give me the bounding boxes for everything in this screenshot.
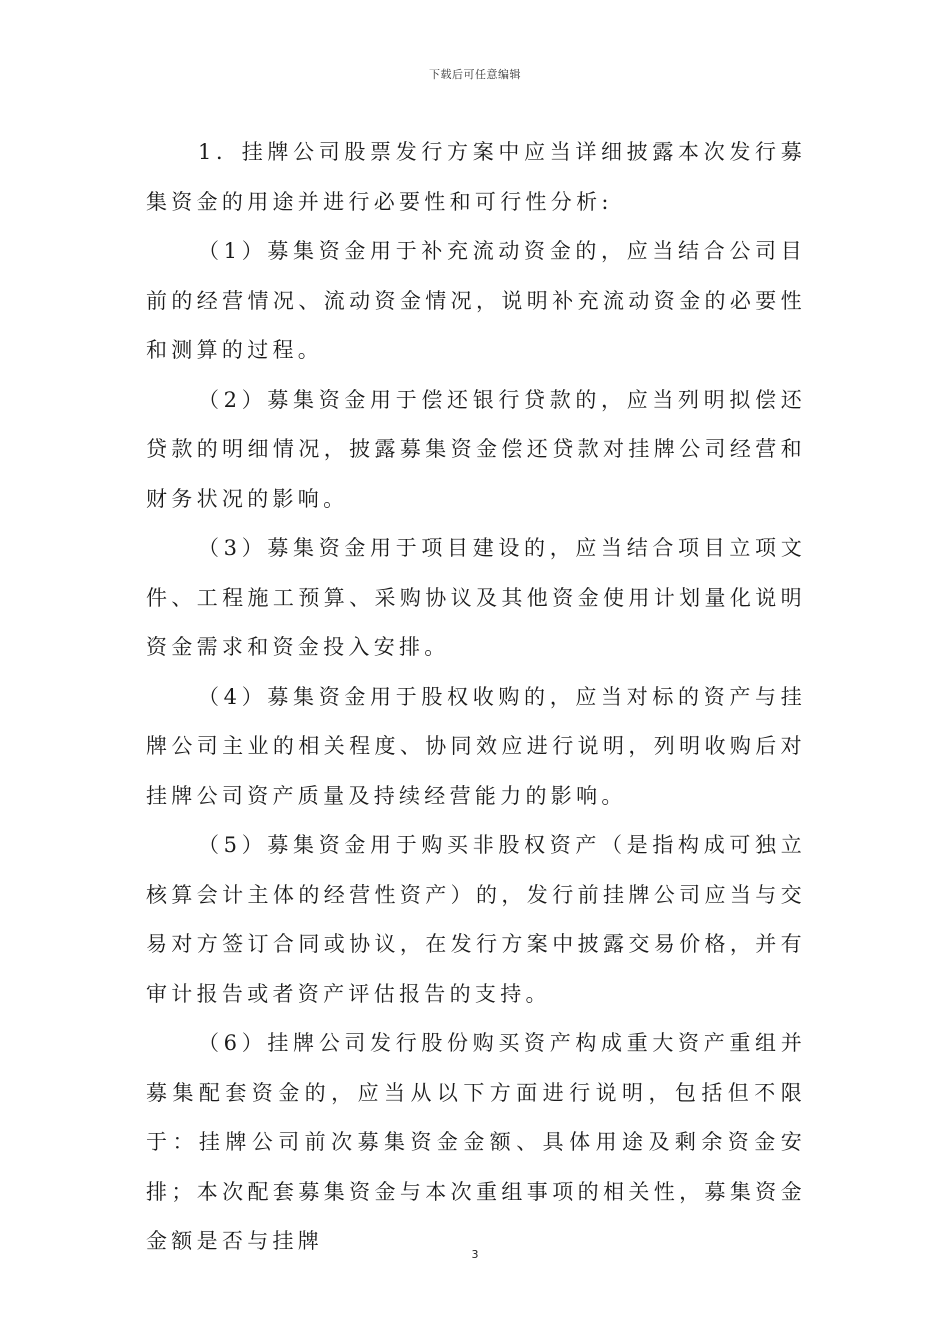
document-body (146, 128, 806, 1267)
paragraph-5: （4）募集资金用于股权收购的，应当对标的资产与挂牌公司主业的相关程度、协同效应进行说明，列明收购后对挂牌公司资产质量及持续经营能力的影响。 (146, 684, 806, 808)
paragraph-4: （3）募集资金用于项目建设的，应当结合项目立项文件、工程施工预算、采购协议及其他资金使用计划量化说明资金需求和资金投入安排。 (146, 536, 806, 659)
paragraph-3: （2）募集资金用于偿还银行贷款的，应当列明拟偿还贷款的明细情况，披露募集资金偿还贷款对挂牌公司经营和财务状况的影响。 (146, 387, 806, 511)
paragraph-7: （6）挂牌公司发行股份购买资产构成重大资产重组并募集配套资金的，应当从以下方面进行说明，包括但不限于：挂牌公司前次募集资金金额、具体用途及剩余资金安排；本次配套募集资金与本次重组事项的相关性，募集资金金额是否与挂牌 (146, 1031, 806, 1253)
page-header: 下载后可任意编辑 (429, 68, 521, 81)
paragraph-1: 1．挂牌公司股票发行方案中应当详细披露本次发行募集资金的用途并进行必要性和可行性分析: (146, 140, 806, 214)
page-number: 3 (471, 1248, 479, 1261)
paragraph-6: （5）募集资金用于购买非股权资产（是指构成可独立核算会计主体的经营性资产）的，发行前挂牌公司应当与交易对方签订合同或协议，在发行方案中披露交易价格，并有审计报告或者资产评估报告的支持。 (146, 833, 806, 1006)
paragraph-2: （1）募集资金用于补充流动资金的，应当结合公司目前的经营情况、流动资金情况，说明补充流动资金的必要性和测算的过程。 (146, 239, 806, 362)
